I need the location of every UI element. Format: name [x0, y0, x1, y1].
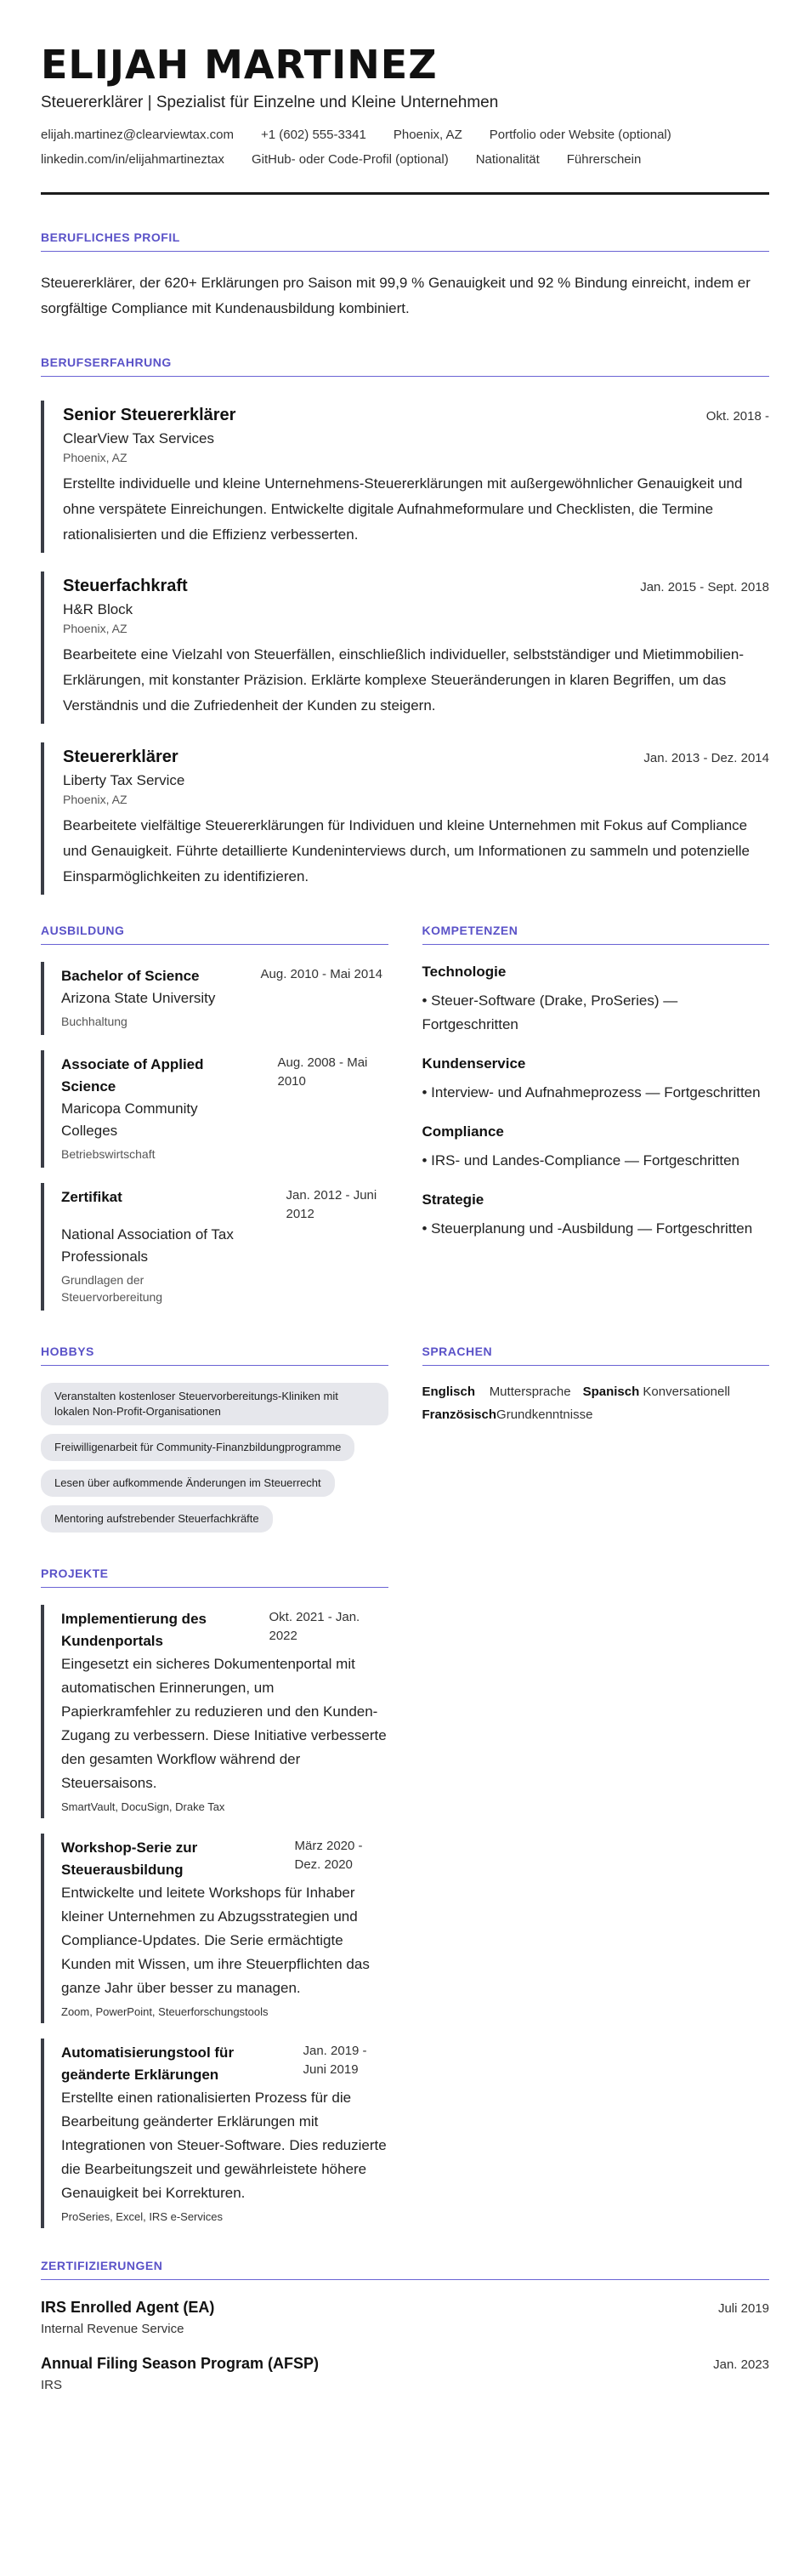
job-entry: [41, 401, 769, 553]
contact-row-2: [41, 152, 769, 167]
language-entry: [422, 1407, 593, 1422]
job-title: Steuerfachkraft: [63, 577, 188, 595]
hobby-list: [41, 1374, 388, 1533]
language-entry: [583, 1385, 730, 1399]
languages-section-title: SPRACHEN: [422, 1345, 770, 1366]
certification-name: Annual Filing Season Program (AFSP): [41, 2355, 320, 2372]
contact-email[interactable]: elijah.martinez@clearviewtax.com: [41, 128, 234, 142]
job-description: Bearbeitete eine Vielzahl von Steuerfällen, einschließlich individueller, selbstständiger und Mietimmobilien-Erklärungen, mit konstanter Präzision. Erklärte komplexe Steueränderungen in klaren Begriffen, um das Verständnis und die Zufriedenheit der Kunden zu steigern.: [63, 646, 745, 714]
certification-name: IRS Enrolled Agent (EA): [41, 2299, 215, 2316]
certification-entry: [41, 2299, 769, 2336]
hobby-tag: Freiwilligenarbeit für Community-Finanzbildungprogramme: [41, 1434, 354, 1461]
job-date: Okt. 2018 -: [705, 409, 769, 424]
project-entry: [41, 2039, 388, 2228]
project-title: Automatisierungstool für geänderte Erklärungen: [61, 2044, 235, 2083]
experience-section-title: BERUFSERFAHRUNG: [41, 355, 769, 377]
certifications-section: [41, 2259, 769, 2392]
projects-section: [41, 1567, 388, 2228]
project-date: März 2020 - Dez. 2020: [294, 1839, 363, 1872]
language-entry: [422, 1385, 571, 1399]
job-company: ClearView Tax Services: [63, 430, 214, 446]
contact-phone[interactable]: +1 (602) 555-3341: [260, 128, 366, 142]
hobby-tag: Mentoring aufstrebender Steuerfachkräfte: [41, 1505, 273, 1533]
project-description: Entwickelte und leitete Workshops für Inhaber kleiner Unternehmen zu Abzugsstrategien und Compliance-Updates. Die Serie ermächtigte Kunden mit Wissen, um ihre Steuerpflichten das ganze Jahr über besser zu managen.: [61, 1885, 370, 1996]
language-level: Muttersprache: [489, 1385, 571, 1399]
education-school: Arizona State University: [61, 990, 216, 1006]
job-company: H&R Block: [63, 601, 133, 617]
education-skills-row: [41, 924, 769, 1311]
contact-linkedin[interactable]: linkedin.com/in/elijahmartineztax: [41, 152, 224, 167]
profile-section-title: BERUFLICHES PROFIL: [41, 230, 769, 252]
job-location: Phoenix, AZ: [63, 451, 127, 464]
header-divider: [41, 192, 769, 195]
language-level: Grundkenntnisse: [496, 1407, 593, 1422]
certification-entry: [41, 2355, 769, 2392]
skill-item: • Steuer-Software (Drake, ProSeries) — Fortgeschritten: [422, 992, 678, 1032]
certification-date: Jan. 2023: [713, 2357, 769, 2372]
contact-portfolio[interactable]: Portfolio oder Website (optional): [489, 128, 671, 142]
contact-license: Führerschein: [566, 152, 642, 167]
projects-row: [41, 1567, 769, 2228]
education-field: Grundlagen der Steuervorbereitung: [61, 1273, 163, 1304]
skills-section-title: KOMPETENZEN: [422, 924, 770, 945]
job-description: Bearbeitete vielfältige Steuererklärungen für Individuen und kleine Unternehmen mit Fokus auf Compliance und Genauigkeit. Führte detaillierte Kundeninterviews durch, um Informationen zu sammeln und potenzielle Einsparmöglichkeiten zu identifizieren.: [63, 817, 750, 884]
job-title: Senior Steuererklärer: [63, 406, 236, 424]
project-title: Implementierung des Kundenportals: [61, 1611, 207, 1649]
job-date: Jan. 2013 - Dez. 2014: [643, 751, 769, 765]
education-entry: [41, 1183, 388, 1311]
language-name: Spanisch: [582, 1385, 640, 1399]
hobby-tag: Lesen über aufkommende Änderungen im Steuerrecht: [41, 1470, 335, 1497]
resume-header: [41, 41, 769, 195]
education-school: National Association of Tax Professionals: [61, 1226, 234, 1265]
experience-section: [41, 355, 769, 895]
certification-date: Juli 2019: [717, 2301, 769, 2316]
hobbies-languages-row: [41, 1345, 769, 1533]
job-description: Erstellte individuelle und kleine Unternehmens-Steuererklärungen mit außergewöhnlicher Genauigkeit und ohne verspätete Einreichungen. Entwickelte digitale Aufnahmeformulare und Checklisten, die Termine rationalisierten und die Effizienz verbesserten.: [63, 475, 743, 543]
hobbies-section-title: HOBBYS: [41, 1345, 388, 1366]
education-degree: Bachelor of Science: [61, 968, 200, 984]
skill-item: • Steuerplanung und -Ausbildung — Fortgeschritten: [422, 1220, 753, 1237]
education-section: [41, 924, 388, 1311]
education-date: Jan. 2012 - Juni 2012: [286, 1188, 377, 1221]
skill-item: • Interview- und Aufnahmeprozess — Fortgeschritten: [422, 1084, 761, 1100]
project-date: Jan. 2019 - Juni 2019: [303, 2044, 367, 2077]
education-degree: Associate of Applied Science: [61, 1056, 204, 1095]
hobby-tag: Veranstalten kostenloser Steuervorbereitungs-Kliniken mit lokalen Non-Profit-Organisationen: [41, 1383, 388, 1425]
project-tools: ProSeries, Excel, IRS e-Services: [61, 2210, 224, 2223]
project-title: Workshop-Serie zur Steuerausbildung: [61, 1840, 198, 1878]
job-title: Steuererklärer: [63, 748, 178, 766]
candidate-name: ELIJAH MARTINEZ: [41, 42, 438, 88]
education-date: Aug. 2010 - Mai 2014: [260, 967, 382, 981]
language-level: Konversationell: [643, 1385, 730, 1399]
skills-section: [422, 924, 770, 1311]
education-degree: Zertifikat: [61, 1189, 122, 1205]
certification-issuer: Internal Revenue Service: [41, 2322, 184, 2336]
skill-category: Kundenservice: [422, 1055, 526, 1072]
contact-nationality: Nationalität: [475, 152, 540, 167]
education-entry: [41, 1050, 388, 1168]
languages-section: [422, 1345, 770, 1533]
project-description: Eingesetzt ein sicheres Dokumentenportal mit automatischen Erinnerungen, um Papierkramfehler zu reduzieren und den Kunden-Zugang zu verbessern. Diese Initiative verbesserte den gesamten Workflow während der Steuersaisons.: [61, 1656, 387, 1791]
language-list: [422, 1385, 770, 1422]
hobbies-section: [41, 1345, 388, 1533]
education-field: Betriebswirtschaft: [61, 1147, 156, 1161]
contact-github[interactable]: GitHub- oder Code-Profil (optional): [251, 152, 449, 167]
contact-location: Phoenix, AZ: [393, 128, 462, 142]
education-entry: [41, 962, 388, 1035]
project-description: Erstellte einen rationalisierten Prozess für die Bearbeitung geänderter Erklärungen mit Integrationen von Steuer-Software. Dies reduzierte die Bearbeitungszeit und gewährleistete höhere Genauigkeit bei Korrekturen.: [61, 2090, 387, 2201]
education-section-title: AUSBILDUNG: [41, 924, 388, 945]
language-name: Englisch: [422, 1385, 476, 1399]
skill-item: • IRS- und Landes-Compliance — Fortgeschritten: [422, 1152, 740, 1169]
project-entry: [41, 1834, 388, 2023]
project-entry: [41, 1605, 388, 1818]
profile-text: Steuererklärer, der 620+ Erklärungen pro Saison mit 99,9 % Genauigkeit und 92 % Bindung einreicht, indem er sorgfältige Compliance mit Kundenausbildung kombiniert.: [41, 275, 751, 316]
project-date: Okt. 2021 - Jan. 2022: [269, 1610, 360, 1643]
language-name: Französisch: [422, 1407, 497, 1422]
education-date: Aug. 2008 - Mai 2010: [277, 1055, 368, 1089]
candidate-subtitle: Steuererklärer | Spezialist für Einzelne und Kleine Unternehmen: [41, 94, 499, 111]
certification-issuer: IRS: [41, 2378, 63, 2392]
projects-row-spacer: [422, 1567, 770, 2228]
job-location: Phoenix, AZ: [63, 793, 127, 806]
job-location: Phoenix, AZ: [63, 622, 127, 635]
skill-category: Strategie: [422, 1191, 484, 1208]
skill-category: Technologie: [422, 964, 507, 980]
skill-category: Compliance: [422, 1123, 504, 1140]
profile-section: [41, 230, 769, 321]
project-tools: SmartVault, DocuSign, Drake Tax: [61, 1800, 225, 1813]
contact-row-1: [41, 128, 769, 142]
certifications-section-title: ZERTIFIZIERUNGEN: [41, 2259, 769, 2280]
projects-section-title: PROJEKTE: [41, 1567, 388, 1588]
education-field: Buchhaltung: [61, 1015, 127, 1028]
project-tools: Zoom, PowerPoint, Steuerforschungstools: [61, 2005, 269, 2018]
job-company: Liberty Tax Service: [63, 772, 185, 788]
job-entry: [41, 571, 769, 724]
job-entry: [41, 742, 769, 895]
job-date: Jan. 2015 - Sept. 2018: [640, 580, 769, 594]
education-school: Maricopa Community Colleges: [61, 1100, 198, 1139]
